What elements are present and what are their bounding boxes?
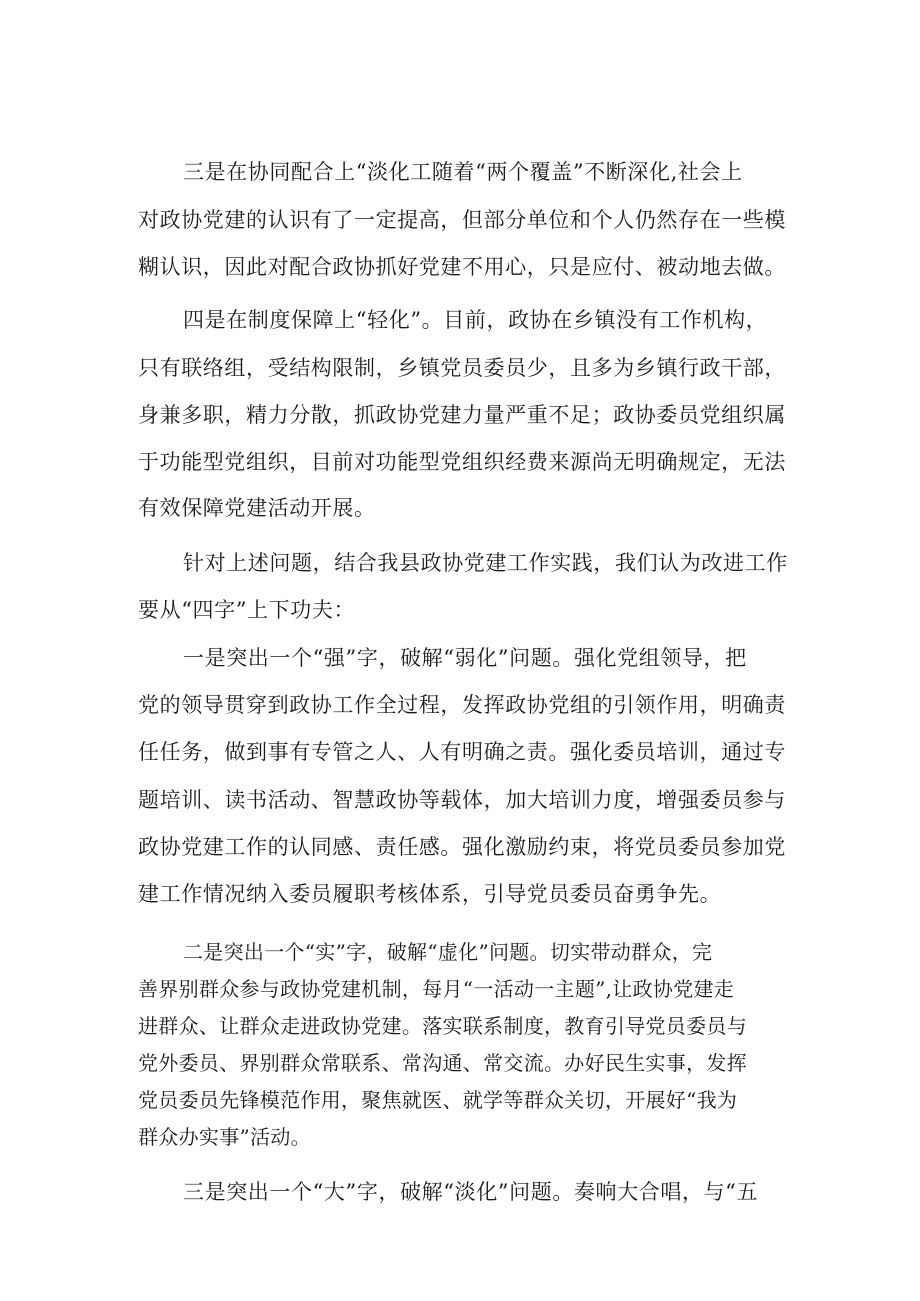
paragraph-4-line-4: 题培训、读书活动、智慧政协等载体，加大培训力度，增强委员参与	[138, 788, 786, 812]
paragraph-6-line-1: 三是突出一个“大”字，破解“淡化”问题。奏响大合唱，与“五	[183, 1180, 759, 1204]
paragraph-2-line-5: 有效保障党建活动开展。	[138, 496, 376, 520]
paragraph-5-line-2: 善界别群众参与政协党建机制，每月“一活动一主题”,让政协党建走	[138, 977, 735, 1001]
paragraph-4-line-5: 政协党建工作的认同感、责任感。强化激励约束，将党员委员参加党	[138, 835, 786, 859]
paragraph-2-line-3: 身兼多职，精力分散，抓政协党建力量严重不足；政协委员党组织属	[138, 403, 786, 427]
paragraph-3-line-1: 针对上述问题，结合我县政协党建工作实践，我们认为改进工作	[183, 551, 788, 575]
paragraph-5-line-5: 党员委员先锋模范作用，聚焦就医、就学等群众关切，开展好“我为	[138, 1088, 738, 1112]
paragraph-1-line-1: 三是在协同配合上“淡化工随着“两个覆盖”不断深化,社会上	[183, 160, 743, 184]
paragraph-5-line-6: 群众办实事”活动。	[138, 1125, 311, 1149]
paragraph-2-line-1: 四是在制度保障上“轻化”。目前，政协在乡镇没有工作机构，	[183, 308, 768, 332]
paragraph-2-line-2: 只有联络组，受结构限制，乡镇党员委员少，且多为乡镇行政干部，	[138, 356, 786, 380]
paragraph-2-line-4: 于功能型党组织，目前对功能型党组织经费来源尚无明确规定，无法	[138, 450, 786, 474]
paragraph-3-line-2: 要从“四字”上下功夫：	[138, 598, 356, 622]
paragraph-4-line-3: 任任务，做到事有专管之人、人有明确之责。强化委员培训，通过专	[138, 740, 786, 764]
paragraph-4-line-2: 党的领导贯穿到政协工作全过程，发挥政协党组的引领作用，明确责	[138, 693, 786, 717]
paragraph-5-line-4: 党外委员、界别群众常联系、常沟通、常交流。办好民生实事，发挥	[138, 1051, 747, 1075]
paragraph-5-line-3: 进群众、让群众走进政协党建。落实联系制度，教育引导党员委员与	[138, 1014, 747, 1038]
paragraph-1-line-2: 对政协党建的认识有了一定提高，但部分单位和个人仍然存在一些模	[138, 208, 786, 232]
paragraph-4-line-1: 一是突出一个“强”字，破解“弱化”问题。强化党组领导，把	[183, 646, 747, 670]
paragraph-5-line-1: 二是突出一个“实”字，破解“虚化”问题。切实带动群众，完	[183, 940, 713, 964]
paragraph-4-line-6: 建工作情况纳入委员履职考核体系，引导党员委员奋勇争先。	[138, 882, 722, 906]
paragraph-1-line-3: 糊认识，因此对配合政协抓好党建不用心，只是应付、被动地去做。	[138, 255, 786, 279]
